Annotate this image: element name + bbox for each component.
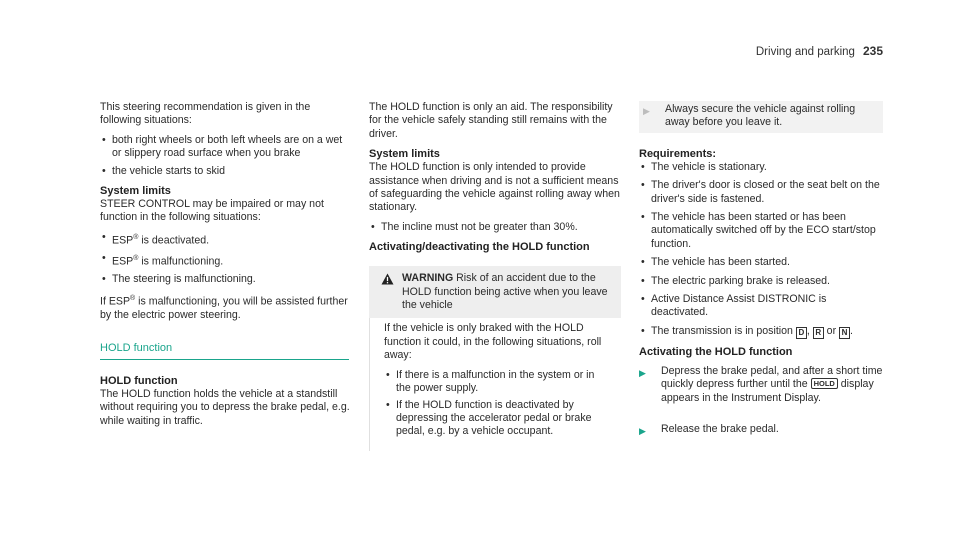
step-text: Release the brake pedal.	[661, 423, 779, 436]
step-text-part: display appears in the Instrument Display.	[661, 378, 874, 404]
list-item: • The vehicle is stationary.	[639, 161, 883, 174]
separator: ,	[806, 324, 813, 337]
column-3	[639, 101, 883, 457]
page-number: 235	[862, 44, 883, 58]
warning-triangle-icon	[381, 273, 394, 285]
list-item	[100, 252, 350, 269]
esp-malfunction-text	[100, 292, 350, 322]
gear-r-icon: R	[813, 327, 824, 339]
hold-function-link[interactable]: HOLD function	[100, 342, 349, 359]
step-depress-brake	[639, 365, 883, 405]
situation-list	[100, 134, 350, 178]
gear-d-icon: D	[796, 327, 807, 339]
registered-mark: ®	[130, 295, 136, 303]
hold-display-icon: HOLD	[811, 378, 838, 389]
list-item: • The vehicle has been started or has been automatically switched off by the ECO start/stop function.	[639, 211, 883, 251]
limits-list	[100, 231, 350, 286]
list-item	[100, 231, 350, 248]
warning-box	[369, 266, 621, 450]
list-item	[639, 325, 883, 339]
warning-text: If the vehicle is only braked with the HOLD function it could, in the following situations, roll away:	[384, 322, 602, 362]
transmission-text: The transmission is in position	[651, 324, 796, 337]
column-2	[369, 101, 621, 451]
step-text-part: Depress the brake pedal, and after a short time quickly depress further until the	[661, 364, 883, 391]
warning-label: WARNING	[402, 272, 454, 285]
limits-text: The HOLD function is only intended to provide assistance when driving and is not a sufficient means of safeguarding the vehicle against rolling away when stationary.	[369, 161, 620, 214]
list-item: • Active Distance Assist DISTRONIC is deactivated.	[639, 293, 883, 320]
list-item: • If there is a malfunction in the system or in the power supply.	[384, 369, 611, 396]
list-item: • The driver's door is closed or the seat belt on the driver's side is fastened.	[639, 179, 883, 206]
hold-function-heading: HOLD function	[100, 374, 178, 387]
list-item: • The steering is malfunctioning.	[100, 273, 350, 286]
activating-deactivating-heading: Activating/deactivating the HOLD function	[369, 241, 590, 254]
activating-heading: Activating the HOLD function	[639, 345, 793, 358]
list-item: • the vehicle starts to skid	[100, 165, 350, 178]
list-item: • both right wheels or both left wheels are on a wet or slippery road surface when you brake	[100, 134, 350, 161]
esp-label: ESP	[112, 255, 134, 268]
registered-mark: ®	[133, 254, 139, 262]
esp-label: ESP	[112, 234, 134, 247]
warning-title-text: Risk of an accident due to the HOLD function being active when you leave the vehicle	[402, 272, 608, 312]
warning-body	[369, 318, 621, 450]
system-limits-heading: System limits	[369, 148, 440, 161]
list-item: • The incline must not be greater than 30%.	[369, 221, 621, 234]
aid-text: The HOLD function is only an aid. The responsibility for the vehicle safely standing still remains with the driver.	[369, 101, 613, 140]
list-item: • The vehicle has been started.	[639, 256, 883, 269]
warning-header	[381, 272, 611, 312]
separator: or	[823, 324, 840, 337]
page-header	[756, 44, 883, 58]
limit-text: is malfunctioning.	[138, 255, 224, 268]
requirements-heading: Requirements:	[639, 147, 717, 160]
separator: .	[850, 324, 853, 337]
hold-function-text: The HOLD function holds the vehicle at a standstill without requiring you to depress the brake pedal, e.g. while waiting in traffic.	[100, 387, 350, 427]
esp-label: If ESP	[100, 295, 131, 308]
limits-list	[369, 221, 621, 234]
step-arrow-icon: ▶	[639, 426, 646, 437]
list-item: • If the HOLD function is deactivated by depressing the accelerator pedal or brake pedal, e.g. by a vehicle occupant.	[384, 399, 611, 439]
intro-text: This steering recommendation is given in the following situations:	[100, 101, 311, 127]
list-item: • The electric parking brake is released.	[639, 275, 883, 288]
step-release-brake	[639, 423, 883, 438]
step-arrow-icon: ▶	[639, 367, 646, 378]
gear-n-icon: N	[839, 327, 850, 339]
requirements-list	[639, 161, 883, 339]
step-text	[661, 365, 883, 405]
warning-list	[384, 369, 611, 439]
secure-vehicle-step	[639, 101, 883, 133]
step-text: Always secure the vehicle against rolling away before you leave it.	[665, 103, 856, 129]
esp-text: is malfunctioning, you will be assisted further by the electric power steering.	[100, 295, 348, 322]
system-limits-heading: System limits	[100, 185, 171, 198]
column-1	[100, 101, 350, 428]
limits-intro: STEER CONTROL may be impaired or may not function in the following situations:	[100, 198, 324, 224]
warning-title	[402, 272, 611, 312]
registered-mark: ®	[133, 233, 139, 241]
step-arrow-icon: ▶	[643, 106, 650, 116]
section-title: Driving and parking	[755, 46, 855, 58]
limit-text: is deactivated.	[138, 234, 210, 247]
